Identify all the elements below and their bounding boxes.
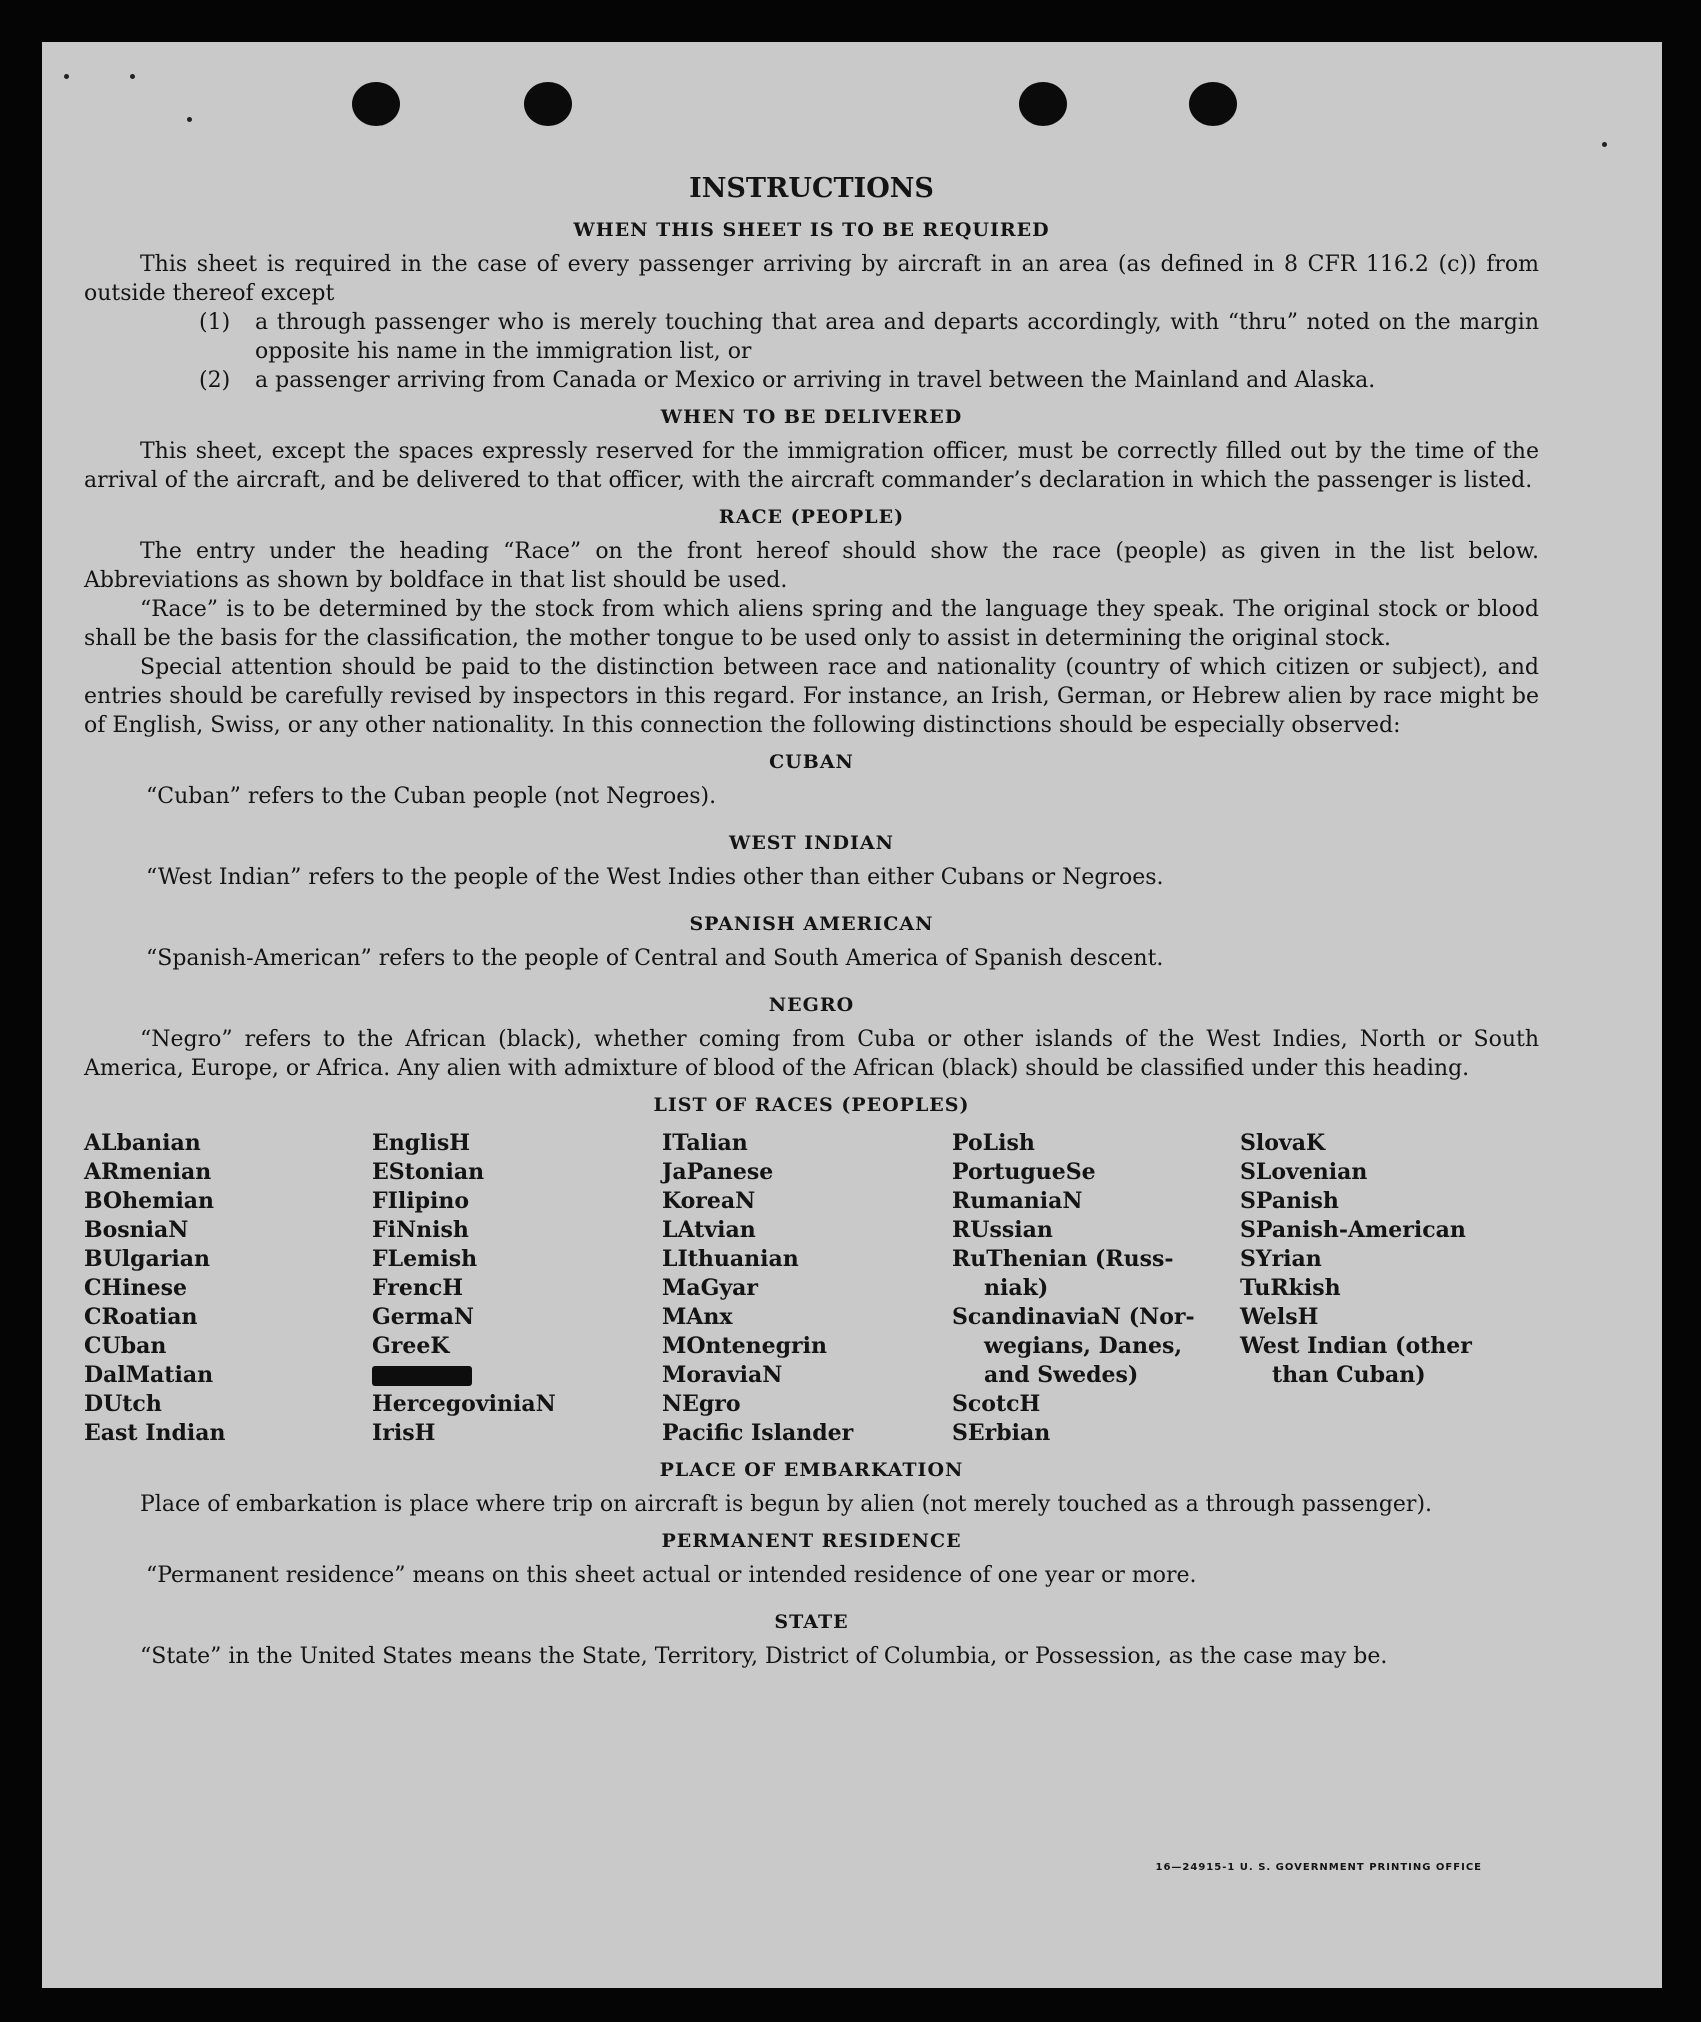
race-item: PortugueSe (952, 1159, 1096, 1185)
races-list (84, 1129, 1539, 1448)
race-item: EStonian (372, 1159, 485, 1185)
heading-cuban: CUBAN (769, 751, 854, 773)
race-item: ARmenian (84, 1159, 212, 1185)
paragraph-race-2: “Race” is to be determined by the stock from which aliens spring and the language they speak. The original stock or blood shall be the basis for the classification, the mother tongue to be used only to assist in determining the original stock. (84, 597, 1539, 651)
list-item (199, 366, 1539, 395)
race-item: MOntenegrin (662, 1333, 827, 1359)
document-sheet (42, 42, 1662, 1988)
race-item: DalMatian (84, 1362, 214, 1388)
race-item: PoLish (952, 1130, 1035, 1156)
dust-speck (1602, 142, 1607, 147)
dust-speck (64, 74, 69, 79)
races-column-1 (84, 1129, 372, 1448)
punch-hole (1019, 82, 1067, 126)
heading-permanent-residence: PERMANENT RESIDENCE (661, 1530, 962, 1552)
heading-spanish-american: SPANISH AMERICAN (689, 913, 934, 935)
race-item: WelsH (1240, 1304, 1319, 1330)
item-number: (2) (199, 368, 231, 393)
race-item: SlovaK (1240, 1130, 1326, 1156)
race-item: West Indian (other (1240, 1333, 1472, 1359)
paragraph-race-3: Special attention should be paid to the distinction between race and nationality (country of which citizen or subject), and entries should be carefully revised by inspectors in this regard. For instance, an Irish, German, or Hebrew alien by race might be of English, Swiss, or any other nationality. In this connection the following distinctions should be especially observed: (84, 655, 1539, 738)
dust-speck (187, 117, 192, 122)
race-item: ScandinaviaN (Nor- (952, 1304, 1195, 1330)
races-column-4 (952, 1129, 1240, 1448)
item-text: a through passenger who is merely touching that area and departs accordingly, with “thru” noted on the margin opposite his name in the immigration list, or (255, 310, 1539, 364)
races-column-5 (1240, 1129, 1540, 1448)
race-item-continued: wegians, Danes, (984, 1333, 1182, 1359)
race-item: SPanish (1240, 1188, 1339, 1214)
race-item-continued: and Swedes) (984, 1362, 1139, 1388)
paragraph-required: This sheet is required in the case of every passenger arriving by aircraft in an area (as defined in 8 CFR 116.2 (c)) from outside thereof except (84, 252, 1539, 306)
race-item: ScotcH (952, 1391, 1041, 1417)
race-item: NEgro (662, 1391, 741, 1417)
race-item: FLemish (372, 1246, 478, 1272)
race-item: GreeK (372, 1333, 450, 1359)
race-item: ITalian (662, 1130, 748, 1156)
race-item: FiNnish (372, 1217, 469, 1243)
paragraph-west-indian: “West Indian” refers to the people of the West Indies other than either Cubans or Negroes. (146, 865, 1164, 890)
heading-west-indian: WEST INDIAN (728, 832, 895, 854)
punch-hole (1189, 82, 1237, 126)
race-item: SLovenian (1240, 1159, 1368, 1185)
race-item: SErbian (952, 1420, 1051, 1446)
race-item: GermaN (372, 1304, 475, 1330)
race-item: BOhemian (84, 1188, 215, 1214)
paragraph-negro: “Negro” refers to the African (black), whether coming from Cuba or other islands of the West Indies, North or South America, Europe, or Africa. Any alien with admixture of blood of the African (black) should be classified under this heading. (84, 1027, 1539, 1081)
instructions-body (84, 170, 1539, 1671)
race-item: CUban (84, 1333, 167, 1359)
paragraph-spanish-american: “Spanish-American” refers to the people of Central and South America of Spanish descent. (146, 946, 1164, 971)
race-item: BUlgarian (84, 1246, 210, 1272)
race-item: RumaniaN (952, 1188, 1083, 1214)
heading-state: STATE (774, 1611, 849, 1633)
race-item: SYrian (1240, 1246, 1322, 1272)
race-item: FrencH (372, 1275, 463, 1301)
race-item: RUssian (952, 1217, 1053, 1243)
race-item: BosniaN (84, 1217, 189, 1243)
paragraph-state: “State” in the United States means the State, Territory, District of Columbia, or Possession, as the case may be. (140, 1644, 1388, 1669)
race-item: CRoatian (84, 1304, 198, 1330)
redaction-mark (372, 1366, 472, 1386)
races-column-2 (372, 1129, 662, 1448)
page-title: INSTRUCTIONS (689, 173, 934, 204)
paragraph-embarkation: Place of embarkation is place where trip on aircraft is begun by alien (not merely touched as a through passenger). (140, 1492, 1433, 1517)
race-item: SPanish-American (1240, 1217, 1466, 1243)
race-item: LIthuanian (662, 1246, 799, 1272)
race-item: Pacific Islander (662, 1420, 854, 1446)
punch-hole (524, 82, 572, 126)
race-item-continued: niak) (984, 1275, 1049, 1301)
redacted-race-item (372, 1361, 662, 1390)
paragraph-delivered: This sheet, except the spaces expressly reserved for the immigration officer, must be correctly filled out by the time of the arrival of the aircraft, and be delivered to that officer, with the aircraft commander’s declaration in which the passenger is listed. (84, 439, 1539, 493)
race-item: MAnx (662, 1304, 733, 1330)
race-item: TuRkish (1240, 1275, 1341, 1301)
race-item: EnglisH (372, 1130, 471, 1156)
race-item-continued: than Cuban) (1272, 1362, 1426, 1388)
heading-race: RACE (PEOPLE) (718, 506, 905, 528)
race-item: FIlipino (372, 1188, 470, 1214)
race-item: LAtvian (662, 1217, 756, 1243)
race-item: ALbanian (84, 1130, 201, 1156)
race-item: RuThenian (Russ- (952, 1246, 1174, 1272)
dust-speck (130, 74, 135, 79)
heading-delivered: WHEN TO BE DELIVERED (660, 406, 963, 428)
list-item (199, 308, 1539, 366)
races-column-3 (662, 1129, 952, 1448)
punch-hole (352, 82, 400, 126)
race-item: CHinese (84, 1275, 188, 1301)
race-item: MaGyar (662, 1275, 759, 1301)
heading-negro: NEGRO (768, 994, 855, 1016)
race-item: KoreaN (662, 1188, 756, 1214)
heading-embarkation: PLACE OF EMBARKATION (659, 1459, 964, 1481)
paragraph-cuban: “Cuban” refers to the Cuban people (not Negroes). (146, 784, 717, 809)
paragraph-permanent-residence: “Permanent residence” means on this sheet actual or intended residence of one year or more. (146, 1563, 1197, 1588)
item-text: a passenger arriving from Canada or Mexico or arriving in travel between the Mainland and Alaska. (255, 368, 1376, 393)
heading-required: WHEN THIS SHEET IS TO BE REQUIRED (573, 219, 1050, 241)
race-item: HercegoviniaN (372, 1391, 556, 1417)
race-item: East Indian (84, 1420, 226, 1446)
race-item: JaPanese (662, 1159, 774, 1185)
heading-list-of-races: LIST OF RACES (PEOPLES) (653, 1094, 970, 1116)
race-item: MoraviaN (662, 1362, 783, 1388)
printer-imprint: 16—24915-1 U. S. GOVERNMENT PRINTING OFFICE (1155, 1862, 1482, 1873)
race-item: DUtch (84, 1391, 162, 1417)
item-number: (1) (199, 310, 231, 335)
race-item: IrisH (372, 1420, 436, 1446)
paragraph-race-1: The entry under the heading “Race” on the front hereof should show the race (people) as given in the list below. Abbreviations as shown by boldface in that list should be used. (84, 539, 1539, 593)
